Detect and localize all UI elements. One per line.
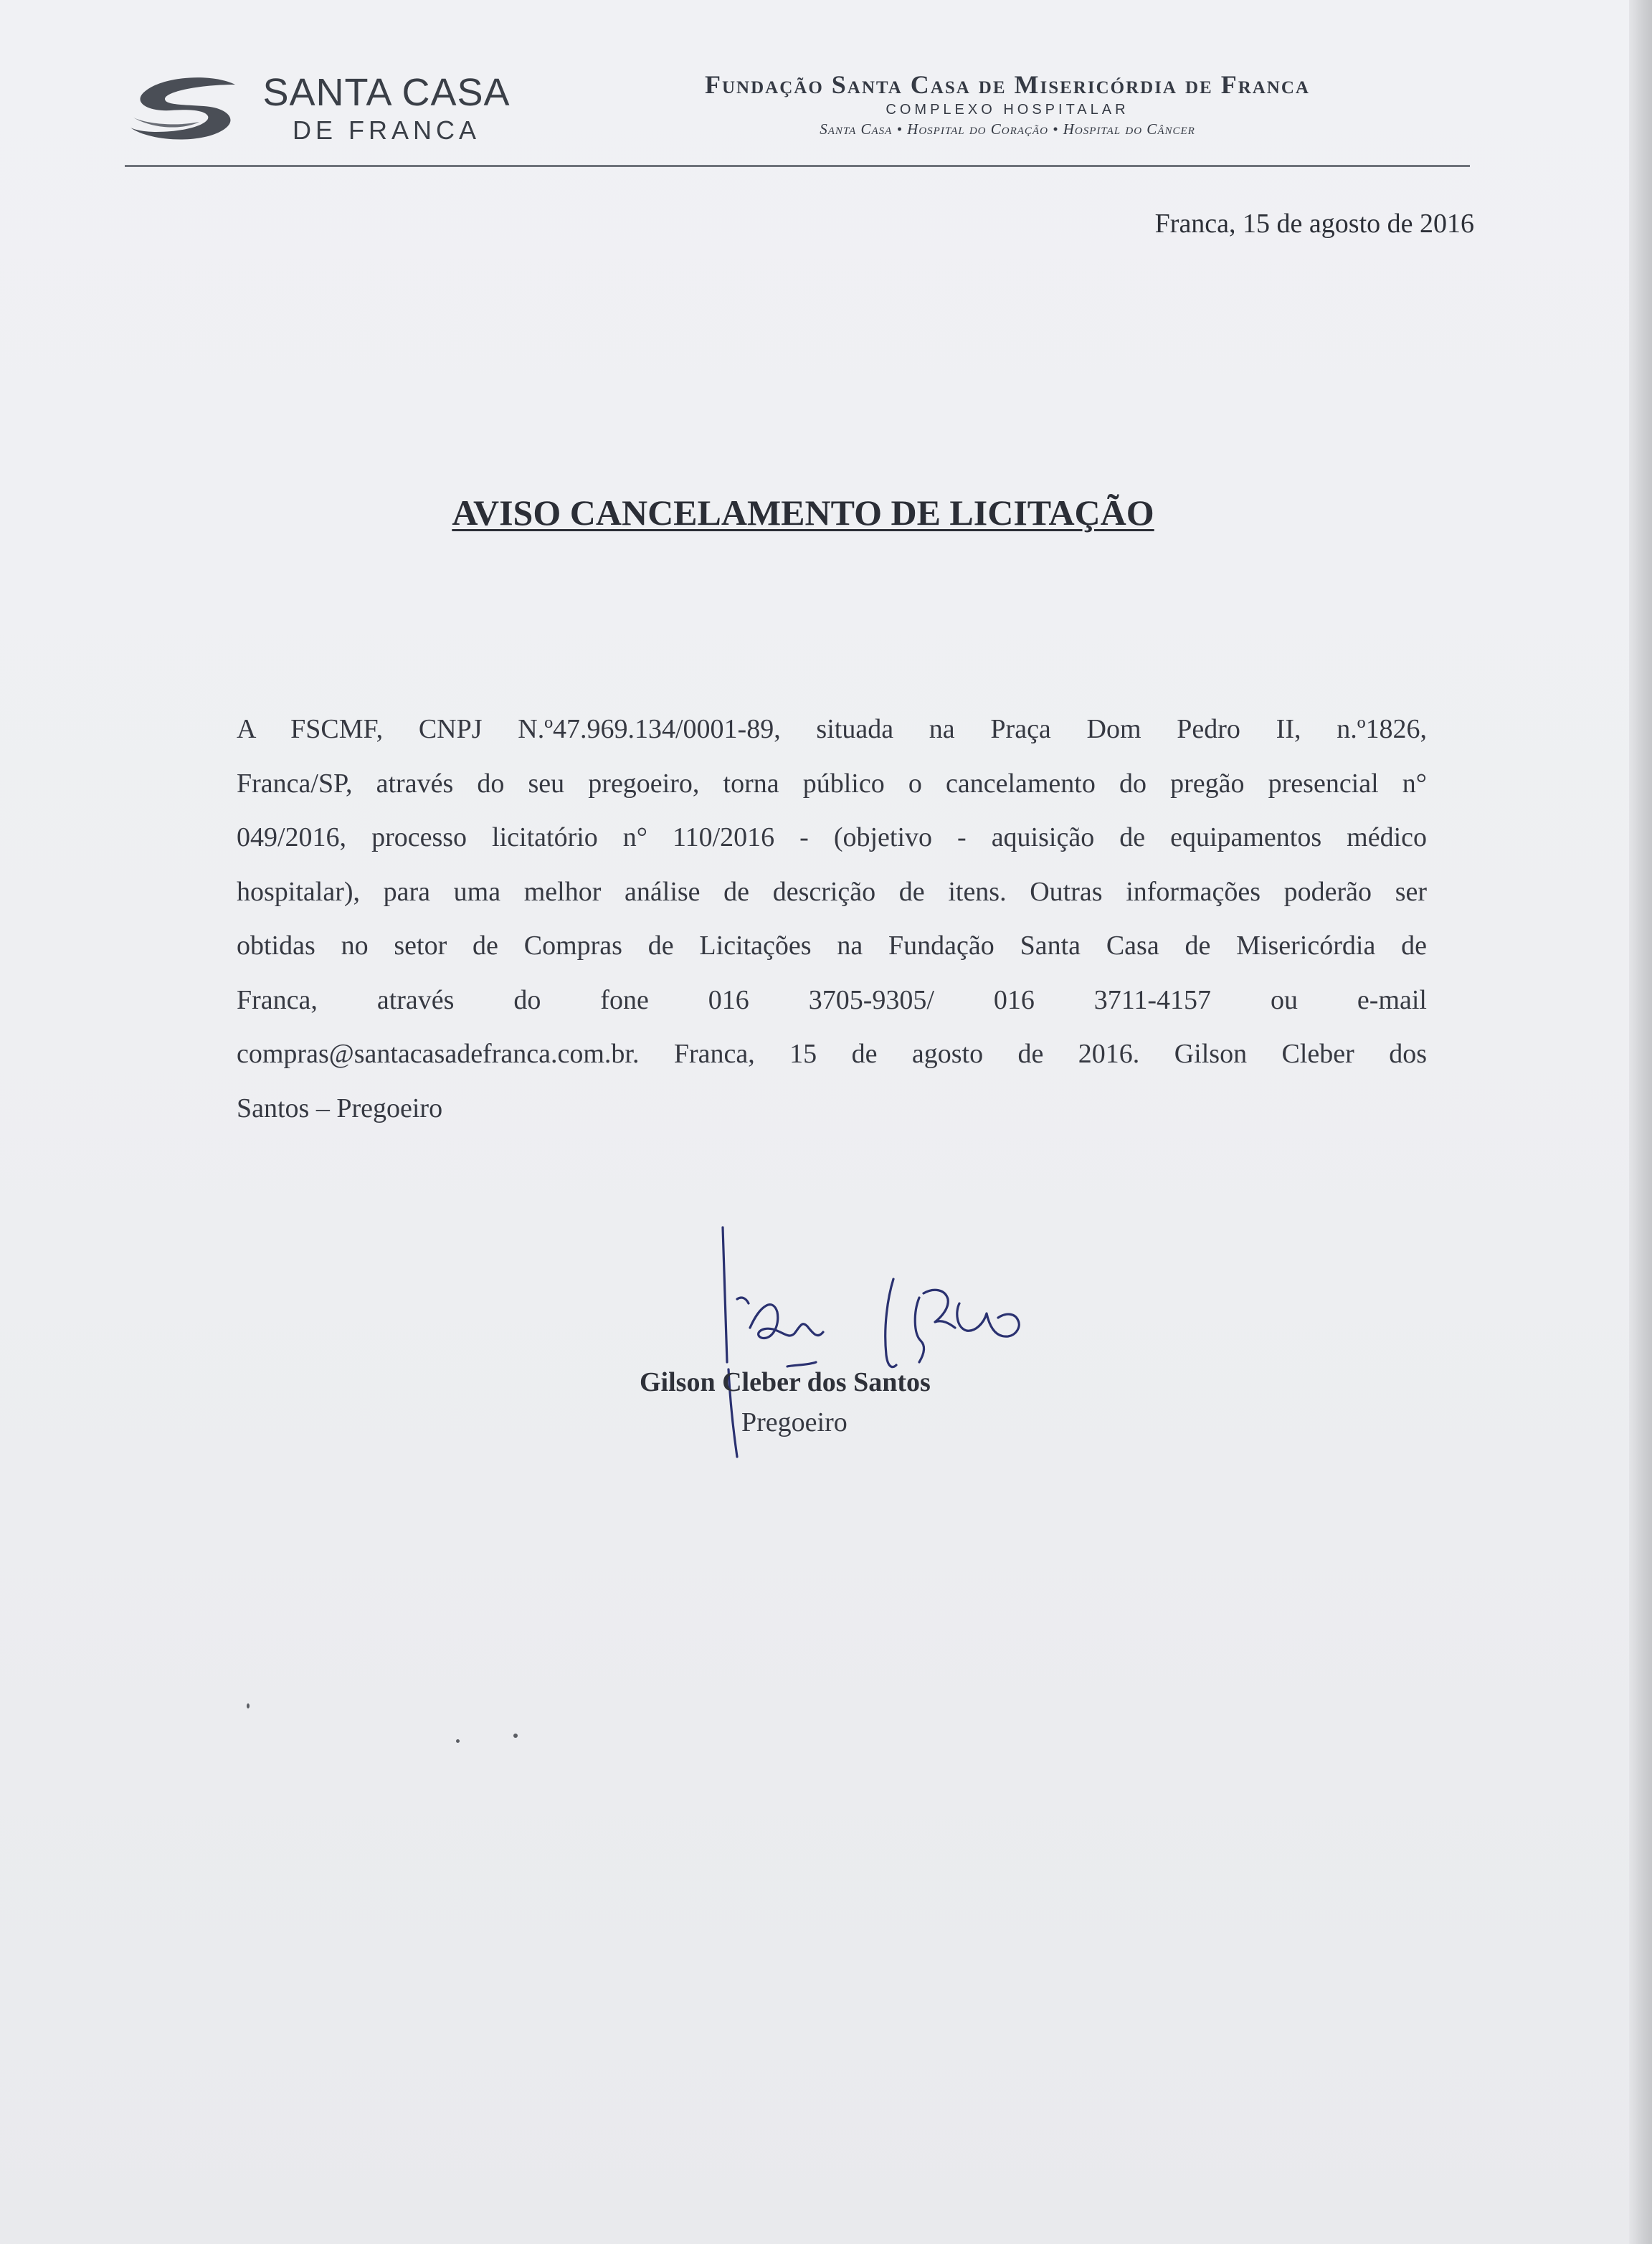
body-line: Franca, através do fone 016 3705-9305/ 016 3711-4157 ou e-mail [237,984,1427,1015]
signatory-name: Gilson Cleber dos Santos [640,1367,931,1397]
organization-units: Santa Casa • Hospital do Coração • Hospital do Câncer [820,120,1195,138]
signatory-role: Pregoeiro [741,1407,848,1437]
body-line: Santos – Pregoeiro [237,1093,443,1123]
logo-line-2: DE FRANCA [292,115,481,145]
document-body [237,703,1427,1136]
santa-casa-logo-icon [128,75,241,146]
page-edge-shadow [1629,0,1652,2244]
paper-speck [247,1703,250,1708]
logo-line-1: SANTA CASA [262,71,511,114]
organization-subtitle: COMPLEXO HOSPITALAR [886,102,1129,118]
logo-wordmark [261,70,512,146]
header-divider [125,165,1470,167]
document-title [229,492,1377,533]
body-line: compras@santacasadefranca.com.br. Franca, 15 de agosto de 2016. Gilson Cleber dos [237,1039,1427,1069]
document-date: Franca, 15 de agosto de 2016 [1154,209,1474,239]
document-title-text: AVISO CANCELAMENTO DE LICITAÇÃO [452,493,1154,533]
body-line: hospitalar), para uma melhor análise de descrição de itens. Outras informações poderão ser [237,876,1427,907]
organization-header [602,69,1413,139]
body-line: Franca/SP, através do seu pregoeiro, torna público o cancelamento do pregão presencial n° [237,768,1427,799]
organization-title: Fundação Santa Casa de Misericórdia de Franca [705,70,1310,99]
body-line: obtidas no setor de Compras de Licitações na Fundação Santa Casa de Misericórdia de [237,931,1427,961]
body-line: A FSCMF, CNPJ N.º47.969.134/0001-89, situada na Praça Dom Pedro II, n.º1826, [237,714,1427,744]
paper-speck [456,1739,460,1743]
body-line: 049/2016, processo licitatório n° 110/2016 - (objetivo - aquisição de equipamentos médico [237,822,1427,852]
paper-speck [513,1734,518,1738]
